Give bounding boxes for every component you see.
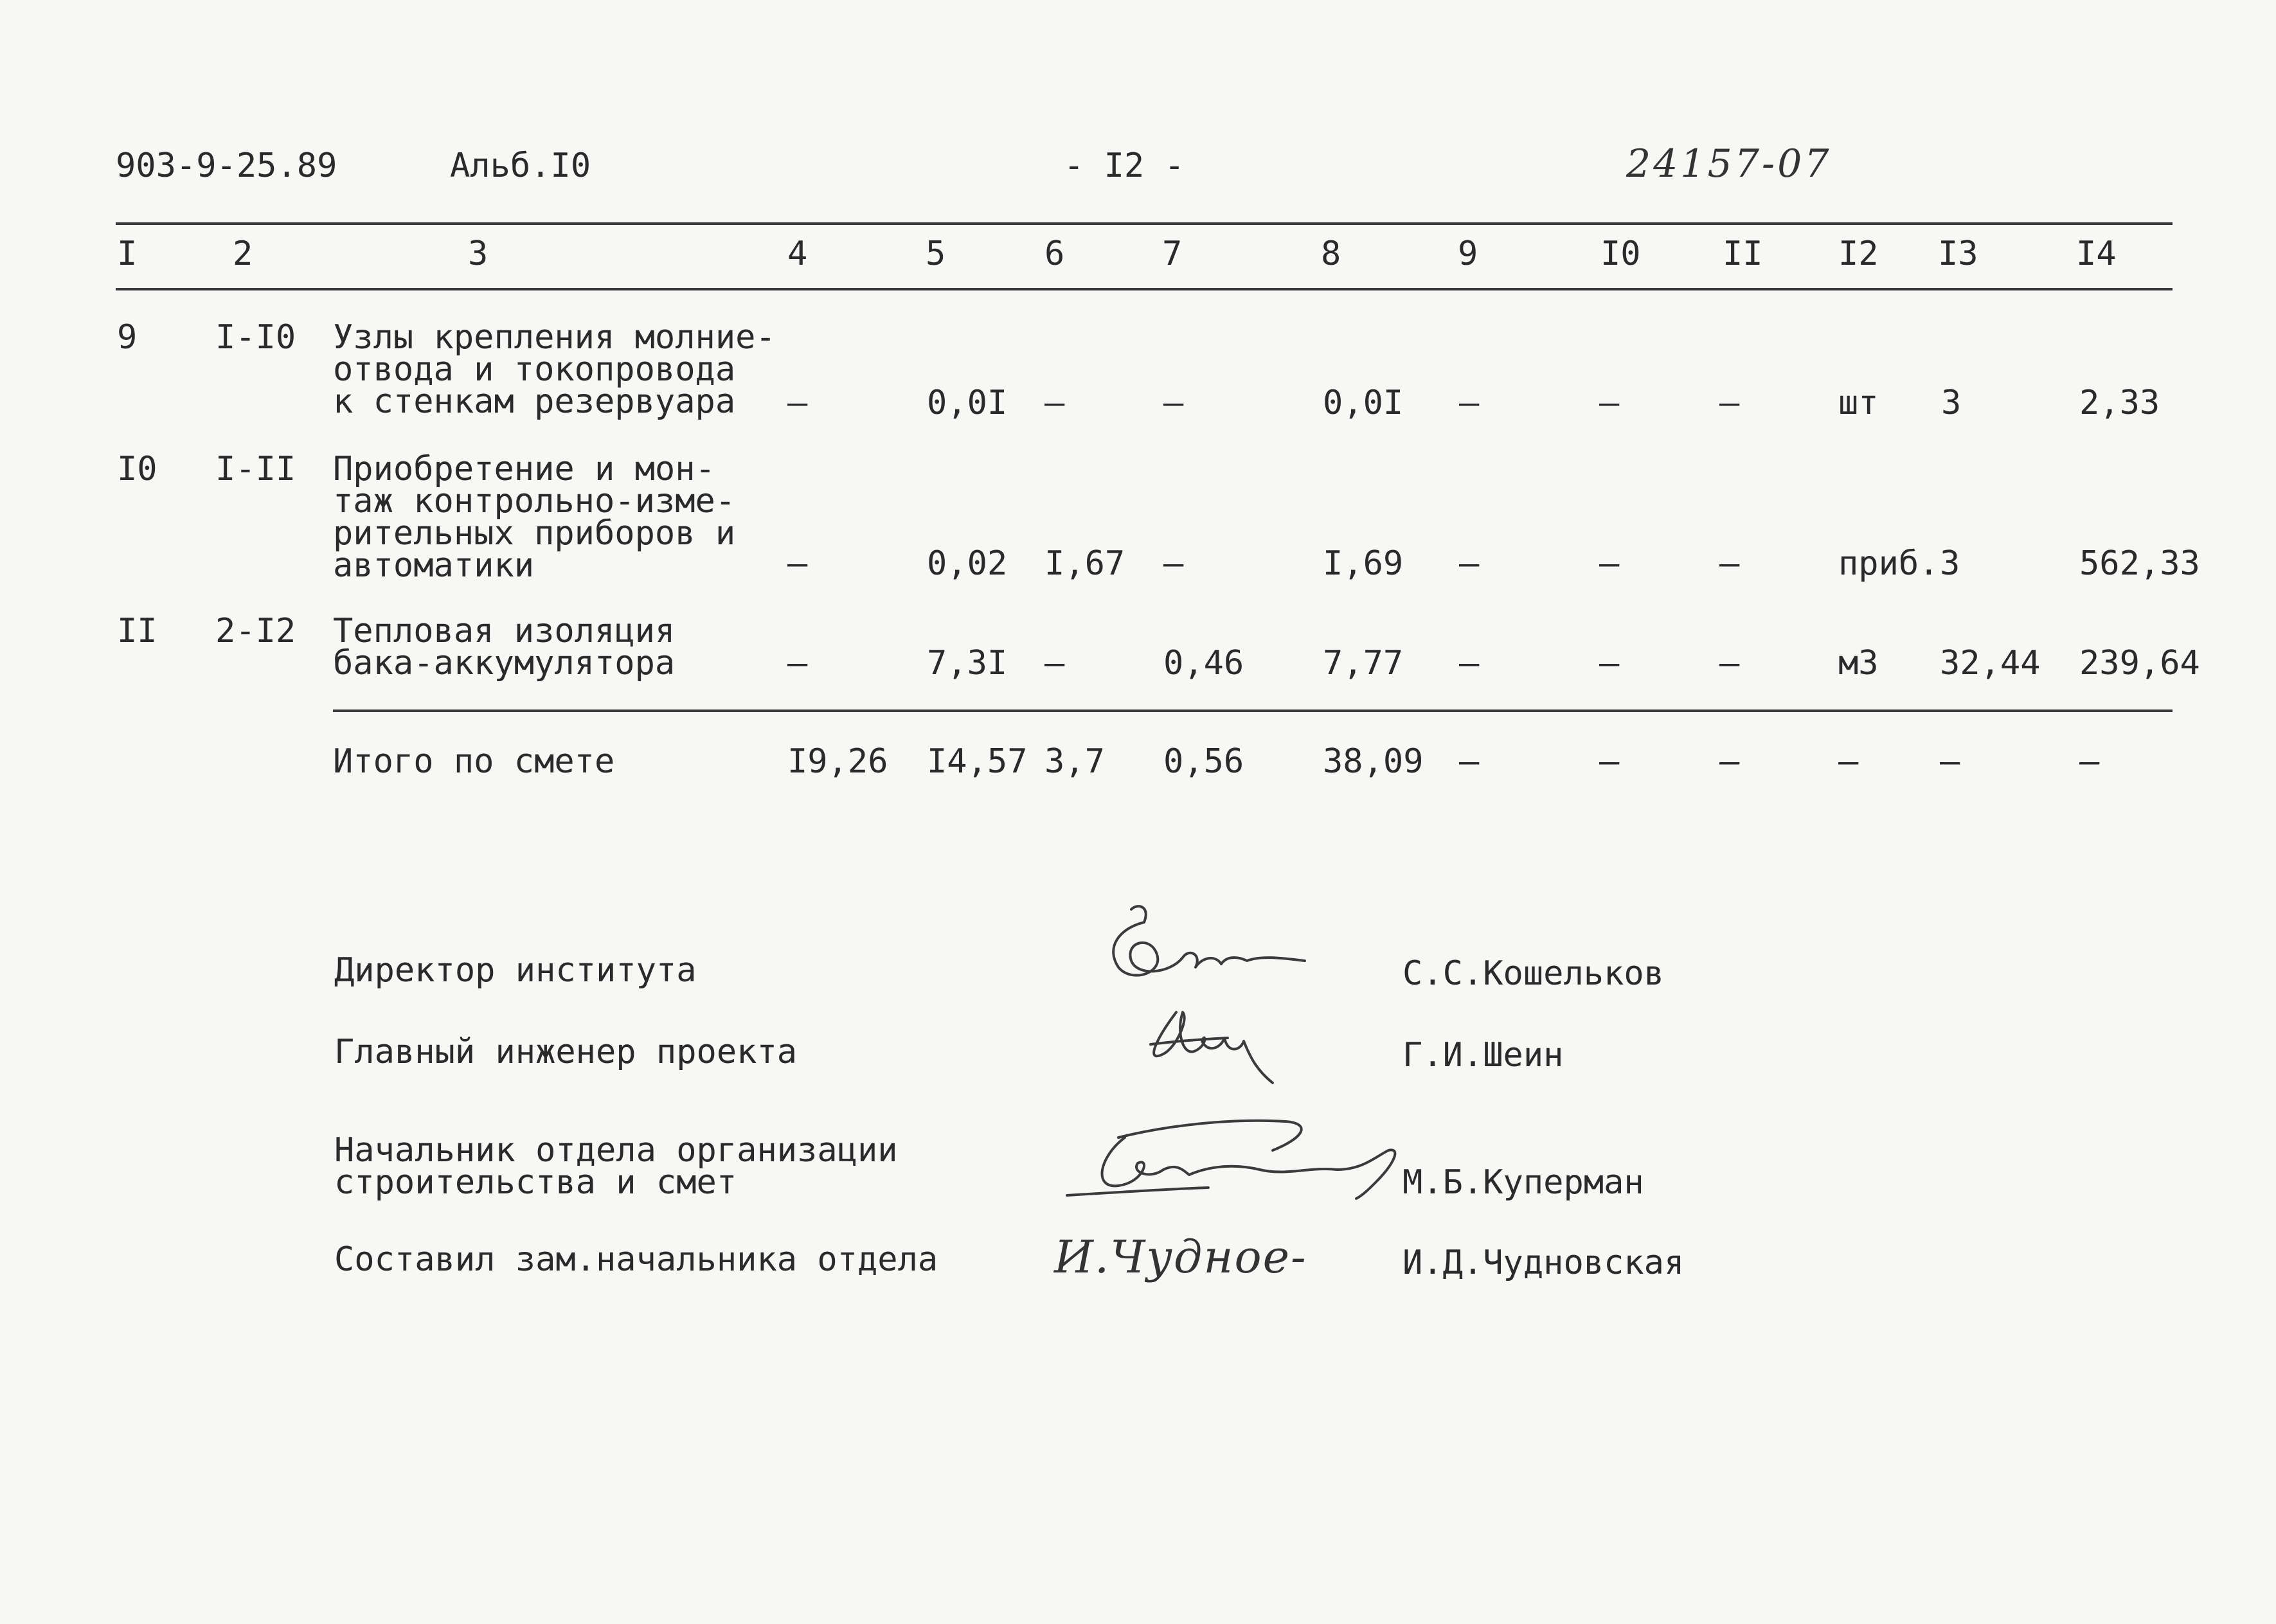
cell-col4: –: [787, 384, 808, 422]
column-header: I4: [2076, 235, 2117, 273]
row-code: 2-I2: [215, 612, 296, 650]
cell-col12: шт: [1838, 384, 1879, 422]
cell-col14: 562,33: [2079, 544, 2200, 583]
handwritten-signature: [1041, 1105, 1414, 1221]
cell-col12: м3: [1838, 644, 1879, 683]
header-bottom-rule: [116, 288, 2173, 290]
row-number: I0: [117, 450, 157, 488]
signatory-name: М.Б.Куперман: [1402, 1163, 1644, 1202]
row-number: 9: [117, 318, 138, 357]
column-header: 5: [926, 235, 946, 273]
cell-col7: –: [1163, 384, 1184, 422]
cell-col14: 239,64: [2079, 644, 2200, 683]
column-header: I0: [1600, 235, 1641, 273]
total-col11: –: [1719, 742, 1740, 781]
handwritten-signature: [1093, 897, 1311, 993]
cell-col6: –: [1044, 644, 1065, 683]
column-header: 2: [233, 235, 253, 273]
cell-col10: –: [1599, 644, 1620, 683]
inventory-number: 24157-07: [1626, 141, 1832, 186]
column-header: 9: [1458, 235, 1478, 273]
total-col9: –: [1459, 742, 1480, 781]
signatory-name: И.Д.Чудновская: [1402, 1244, 1685, 1282]
cell-col11: –: [1719, 644, 1740, 683]
column-header: 6: [1044, 235, 1065, 273]
cell-col14: 2,33: [2079, 384, 2160, 422]
column-header: 4: [787, 235, 808, 273]
total-label: Итого по смете: [333, 742, 615, 781]
table-top-rule: [116, 222, 2173, 225]
description-line: рительных приборов и: [333, 514, 736, 553]
row-description: [333, 450, 736, 585]
column-header: 8: [1321, 235, 1341, 273]
document-code: 903-9-25.89: [116, 147, 337, 185]
cell-col7: 0,46: [1163, 644, 1244, 683]
column-header: I3: [1938, 235, 1978, 273]
cell-col4: –: [787, 644, 808, 683]
page-number: - I2 -: [1064, 147, 1185, 185]
total-col4: I9,26: [787, 742, 888, 781]
cell-col5: 7,3I: [927, 644, 1008, 683]
cell-col7: –: [1163, 544, 1184, 583]
row-code: I-II: [215, 450, 296, 488]
cell-col13: 32,44: [1940, 644, 2041, 683]
description-line: Приобретение и мон-: [333, 450, 715, 488]
column-header: 3: [468, 235, 488, 273]
cell-col11: –: [1719, 384, 1740, 422]
cell-col9: –: [1459, 644, 1480, 683]
cell-col8: 0,0I: [1323, 384, 1404, 422]
cell-col6: –: [1044, 384, 1065, 422]
column-header: I2: [1838, 235, 1879, 273]
description-line: Узлы крепления молние-: [333, 318, 776, 357]
row-number: II: [117, 612, 157, 650]
cell-col13: 3: [1940, 544, 1960, 583]
signatory-title: Составил зам.начальника отдела: [334, 1240, 938, 1279]
cell-col11: –: [1719, 544, 1740, 583]
column-header: I: [117, 235, 138, 273]
column-header: II: [1723, 235, 1763, 273]
cell-col5: 0,02: [927, 544, 1008, 583]
total-col14: –: [2079, 742, 2100, 781]
cell-col8: I,69: [1323, 544, 1404, 583]
total-col7: 0,56: [1163, 742, 1244, 781]
signatory-name: С.С.Кошельков: [1402, 954, 1664, 993]
album-label: Альб.I0: [450, 147, 591, 185]
description-line: автоматики: [333, 546, 535, 585]
description-line: бака-аккумулятора: [333, 644, 676, 683]
handwritten-signature: И.Чудное-: [1054, 1231, 1307, 1283]
cell-col10: –: [1599, 384, 1620, 422]
handwritten-signature: [1138, 993, 1298, 1089]
signatory-name: Г.И.Шеин: [1402, 1036, 1564, 1075]
total-top-rule: [333, 709, 2173, 712]
total-col10: –: [1599, 742, 1620, 781]
total-col12: –: [1838, 742, 1859, 781]
cell-col9: –: [1459, 384, 1480, 422]
cell-col5: 0,0I: [927, 384, 1008, 422]
row-description: [333, 612, 676, 683]
cell-col8: 7,77: [1323, 644, 1404, 683]
description-line: таж контрольно-изме-: [333, 482, 736, 521]
cell-col10: –: [1599, 544, 1620, 583]
total-col6: 3,7: [1044, 742, 1105, 781]
description-line: Тепловая изоляция: [333, 612, 676, 650]
signatory-title: Главный инженер проекта: [334, 1033, 798, 1071]
total-col13: –: [1940, 742, 1960, 781]
description-line: к стенкам резервуара: [333, 382, 736, 421]
cell-col12: приб.: [1838, 544, 1939, 583]
cell-col6: I,67: [1044, 544, 1125, 583]
total-col5: I4,57: [927, 742, 1028, 781]
column-header: 7: [1162, 235, 1183, 273]
row-code: I-I0: [215, 318, 296, 357]
signatory-title: Директор института: [334, 951, 697, 990]
cell-col9: –: [1459, 544, 1480, 583]
signatory-title: Начальник отдела организации строительства и смет: [334, 1131, 898, 1202]
cell-col13: 3: [1941, 384, 1962, 422]
row-description: [333, 318, 776, 421]
cell-col4: –: [787, 544, 808, 583]
description-line: отвода и токопровода: [333, 350, 736, 389]
total-col8: 38,09: [1323, 742, 1424, 781]
